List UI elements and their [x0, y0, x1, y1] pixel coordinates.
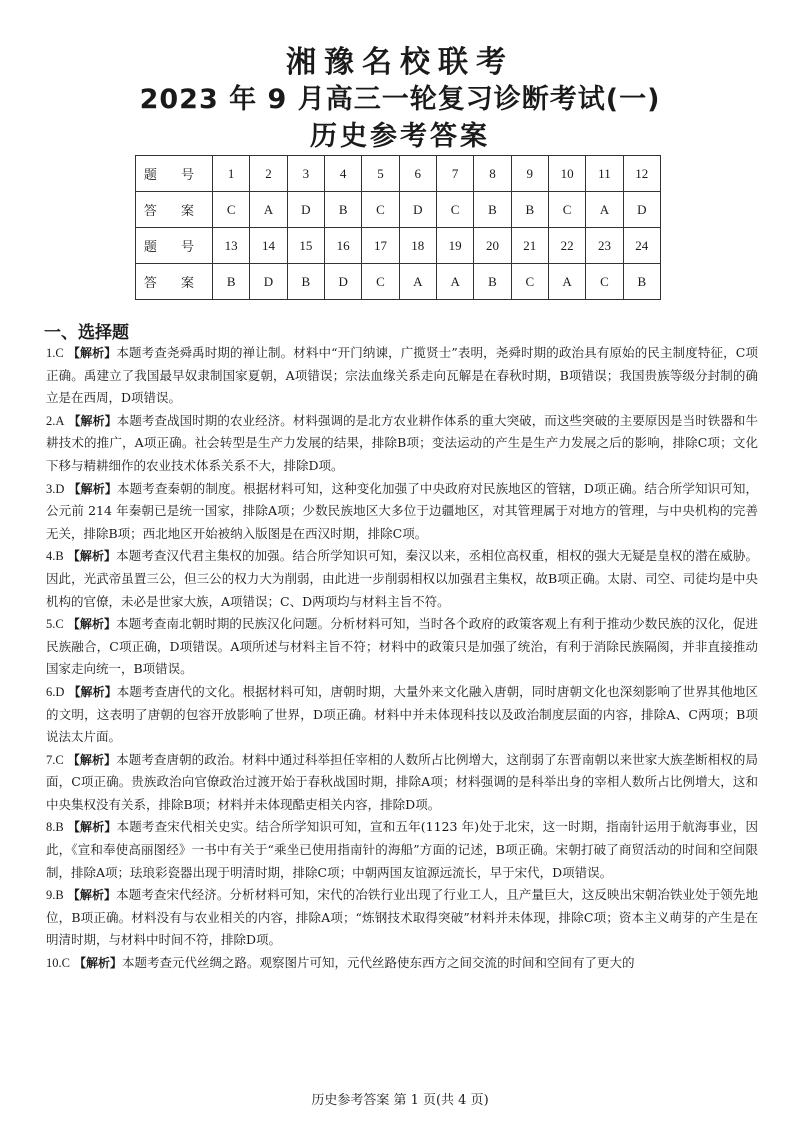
question-list: [46, 342, 758, 975]
question-number-cell: 6: [399, 156, 436, 192]
question-explanation: [46, 952, 758, 975]
section-title: 一、选择题: [44, 323, 129, 343]
question-answer-number: 9.B: [46, 888, 64, 903]
explanation-text: 本题考查秦朝的制度。根据材料可知，这种变化加强了中央政府对民族地区的管辖，D项正确。结合所学知识可知，公元前 214 年秦朝已是统一国家，排除A项；少数民族地区大多位于边疆地区，对其管理属于对地方的管理，与中央机构的完善无关，排除B项；西北地区开始被纳入版图是在西汉时期，排除C项。: [46, 480, 758, 541]
answer-key-title: 历史参考答案: [310, 121, 490, 152]
answer-table-row: [136, 228, 661, 264]
answer-table-row: [136, 264, 661, 300]
explanation-text: 本题考查唐朝的政治。材料中通过科举担任宰相的人数所占比例增大，这削弱了东晋南朝以来世家大族垄断相权的局面，C项正确。贵族政治向官僚政治过渡开始于春秋战国时期，排除A项；材料强调的是科举出身的宰相人数所占比例增大，这和中央集权没有关系，排除B项；材料并未体现酷吏相关内容，排除D项。: [46, 751, 758, 812]
explanation-text: 本题考查汉代君主集权的加强。结合所学知识可知，秦汉以来，丞相位高权重，相权的强大无疑是皇权的潜在威胁。因此，光武帝虽置三公，但三公的权力大为削弱，由此进一步削弱相权以加强君主集权，故B项正确。太尉、司空、司徒均是中央机构的官僚，未必是世家大族，A项错误；C、D两项均与材料主旨不符。: [46, 548, 758, 609]
question-explanation: [46, 749, 758, 817]
answer-label: 答 案: [136, 264, 213, 300]
question-number-cell: 20: [474, 228, 511, 264]
question-number-cell: 12: [623, 156, 660, 192]
question-number-cell: 10: [548, 156, 585, 192]
analysis-tag: 【解析】: [73, 956, 122, 971]
analysis-tag: 【解析】: [68, 413, 117, 428]
question-number-cell: 16: [324, 228, 361, 264]
question-explanation: [46, 613, 758, 681]
answer-cell: D: [287, 192, 324, 228]
analysis-tag: 【解析】: [67, 549, 117, 564]
answer-table: [135, 155, 661, 300]
answer-cell: D: [623, 192, 660, 228]
question-number-cell: 14: [250, 228, 287, 264]
answer-cell: A: [548, 264, 585, 300]
answer-cell: B: [623, 264, 660, 300]
explanation-text: 本题考查尧舜禹时期的禅让制。材料中“开门纳谏，广揽贤士”表明，尧舜时期的政治具有原始的民主制度特征，C项正确。禹建立了我国最早奴隶制国家夏朝，A项错误；宗法血缘关系走向瓦解是在春秋时期，B项错误；我国贵族等级分封制的确立是在西周，D项错误。: [46, 345, 758, 406]
question-number-cell: 21: [511, 228, 548, 264]
question-number-cell: 22: [548, 228, 585, 264]
answer-cell: C: [362, 192, 399, 228]
question-number-cell: 24: [623, 228, 660, 264]
question-answer-number: 2.A: [46, 413, 65, 428]
question-number-cell: 11: [586, 156, 623, 192]
answer-label: 答 案: [136, 192, 213, 228]
answer-cell: A: [250, 192, 287, 228]
exam-title: 2023 年 9 月高三一轮复习诊断考试(一): [139, 84, 661, 115]
question-answer-number: 6.D: [46, 684, 65, 699]
answer-cell: B: [511, 192, 548, 228]
analysis-tag: 【解析】: [67, 888, 117, 903]
question-answer-number: 7.C: [46, 752, 64, 767]
answer-cell: C: [213, 192, 250, 228]
answer-cell: C: [362, 264, 399, 300]
analysis-tag: 【解析】: [67, 752, 117, 767]
page-footer: 历史参考答案 第 1 页(共 4 页): [311, 1093, 489, 1108]
question-answer-number: 8.B: [46, 820, 64, 835]
explanation-text: 本题考查战国时期的农业经济。材料强调的是北方农业耕作体系的重大突破，而这些突破的主要原因是当时铁器和牛耕技术的推广，A项正确。社会转型是生产力发展的结果，排除B项；变法运动的产生是生产力发展之后的影响，排除C项；文化下移与精耕细作的农业技术体系关系不大，排除D项。: [46, 412, 758, 473]
answer-cell: C: [511, 264, 548, 300]
answer-cell: A: [436, 264, 473, 300]
question-explanation: [46, 681, 758, 749]
question-explanation: [46, 884, 758, 952]
analysis-tag: 【解析】: [68, 481, 117, 496]
analysis-tag: 【解析】: [68, 684, 117, 699]
question-number-cell: 7: [436, 156, 473, 192]
question-number-cell: 4: [324, 156, 361, 192]
question-number-label: 题 号: [136, 156, 213, 192]
answer-cell: A: [586, 192, 623, 228]
question-number-cell: 17: [362, 228, 399, 264]
question-answer-number: 1.C: [46, 346, 64, 360]
question-number-cell: 13: [213, 228, 250, 264]
title-block: [0, 44, 800, 156]
explanation-text: 本题考查唐代的文化。根据材料可知，唐朝时期，大量外来文化融入唐朝，同时唐朝文化也深刻影响了世界其他地区的文明，这表明了唐朝的包容开放影响了世界，D项正确。材料中并未体现科技以及政治制度层面的内容，排除A、C两项；B项说法太片面。: [46, 683, 758, 745]
analysis-tag: 【解析】: [67, 346, 117, 360]
answer-cell: A: [399, 264, 436, 300]
answer-cell: D: [324, 264, 361, 300]
question-explanation: [46, 816, 758, 884]
answer-cell: D: [250, 264, 287, 300]
question-number-label: 题 号: [136, 228, 213, 264]
answer-cell: B: [474, 264, 511, 300]
answer-cell: B: [474, 192, 511, 228]
answer-cell: C: [436, 192, 473, 228]
question-number-cell: 2: [250, 156, 287, 192]
question-number-cell: 8: [474, 156, 511, 192]
question-number-cell: 3: [287, 156, 324, 192]
answer-cell: C: [586, 264, 623, 300]
question-number-cell: 23: [586, 228, 623, 264]
analysis-tag: 【解析】: [67, 617, 117, 632]
question-explanation: [46, 545, 758, 613]
question-answer-number: 4.B: [46, 549, 64, 564]
analysis-tag: 【解析】: [67, 820, 117, 835]
answer-table-row: [136, 192, 661, 228]
answer-cell: C: [548, 192, 585, 228]
question-number-cell: 5: [362, 156, 399, 192]
question-explanation: [46, 478, 758, 546]
explanation-text: 本题考查元代丝绸之路。观察图片可知，元代丝路使东西方之间交流的时间和空间有了更大的: [121, 955, 635, 971]
question-number-cell: 19: [436, 228, 473, 264]
explanation-text: 本题考查宋代经济。分析材料可知，宋代的冶铁行业出现了行业工人，且产量巨大，这反映出宋朝冶铁业处于领先地位，B项正确。材料没有与农业相关的内容，排除A项；“炼钢技术取得突破”材料并未体现，排除C项；资本主义萌芽的产生是在明清时期，与材料中时间不符，排除D项。: [46, 887, 758, 948]
answer-cell: D: [399, 192, 436, 228]
question-answer-number: 10.C: [46, 956, 70, 971]
exam-union-title: 湘豫名校联考: [286, 45, 514, 80]
question-explanation: [46, 342, 758, 410]
answer-cell: B: [213, 264, 250, 300]
question-number-cell: 1: [213, 156, 250, 192]
answer-cell: B: [324, 192, 361, 228]
answer-table-row: [136, 156, 661, 192]
question-explanation: [46, 410, 758, 478]
explanation-text: 本题考查南北朝时期的民族汉化问题。分析材料可知，当时各个政府的政策客观上有利于推动少数民族的汉化，促进民族融合，C项正确，D项错误。A项所述与材料主旨不符；材料中的政策只是加强了统治，有利于消除民族隔阂，并非直接推动国家走向统一，B项错误。: [46, 616, 758, 677]
question-number-cell: 15: [287, 228, 324, 264]
explanation-text: 本题考查宋代相关史实。结合所学知识可知，宣和五年(1123 年)处于北宋，这一时期，指南针运用于航海事业，因此，《宣和奉使高丽图经》一书中有关于“乘坐已使用指南针的海船”方面的记述，B项正确。宋朝打破了商贸活动的时间和空间限制，排除A项；珐琅彩瓷器出现于明清时期，排除C项；中朝两国友谊源远流长，早于宋代，D项错误。: [46, 819, 758, 880]
question-number-cell: 18: [399, 228, 436, 264]
question-answer-number: 3.D: [46, 481, 65, 496]
question-number-cell: 9: [511, 156, 548, 192]
answer-cell: B: [287, 264, 324, 300]
question-answer-number: 5.C: [46, 617, 64, 632]
